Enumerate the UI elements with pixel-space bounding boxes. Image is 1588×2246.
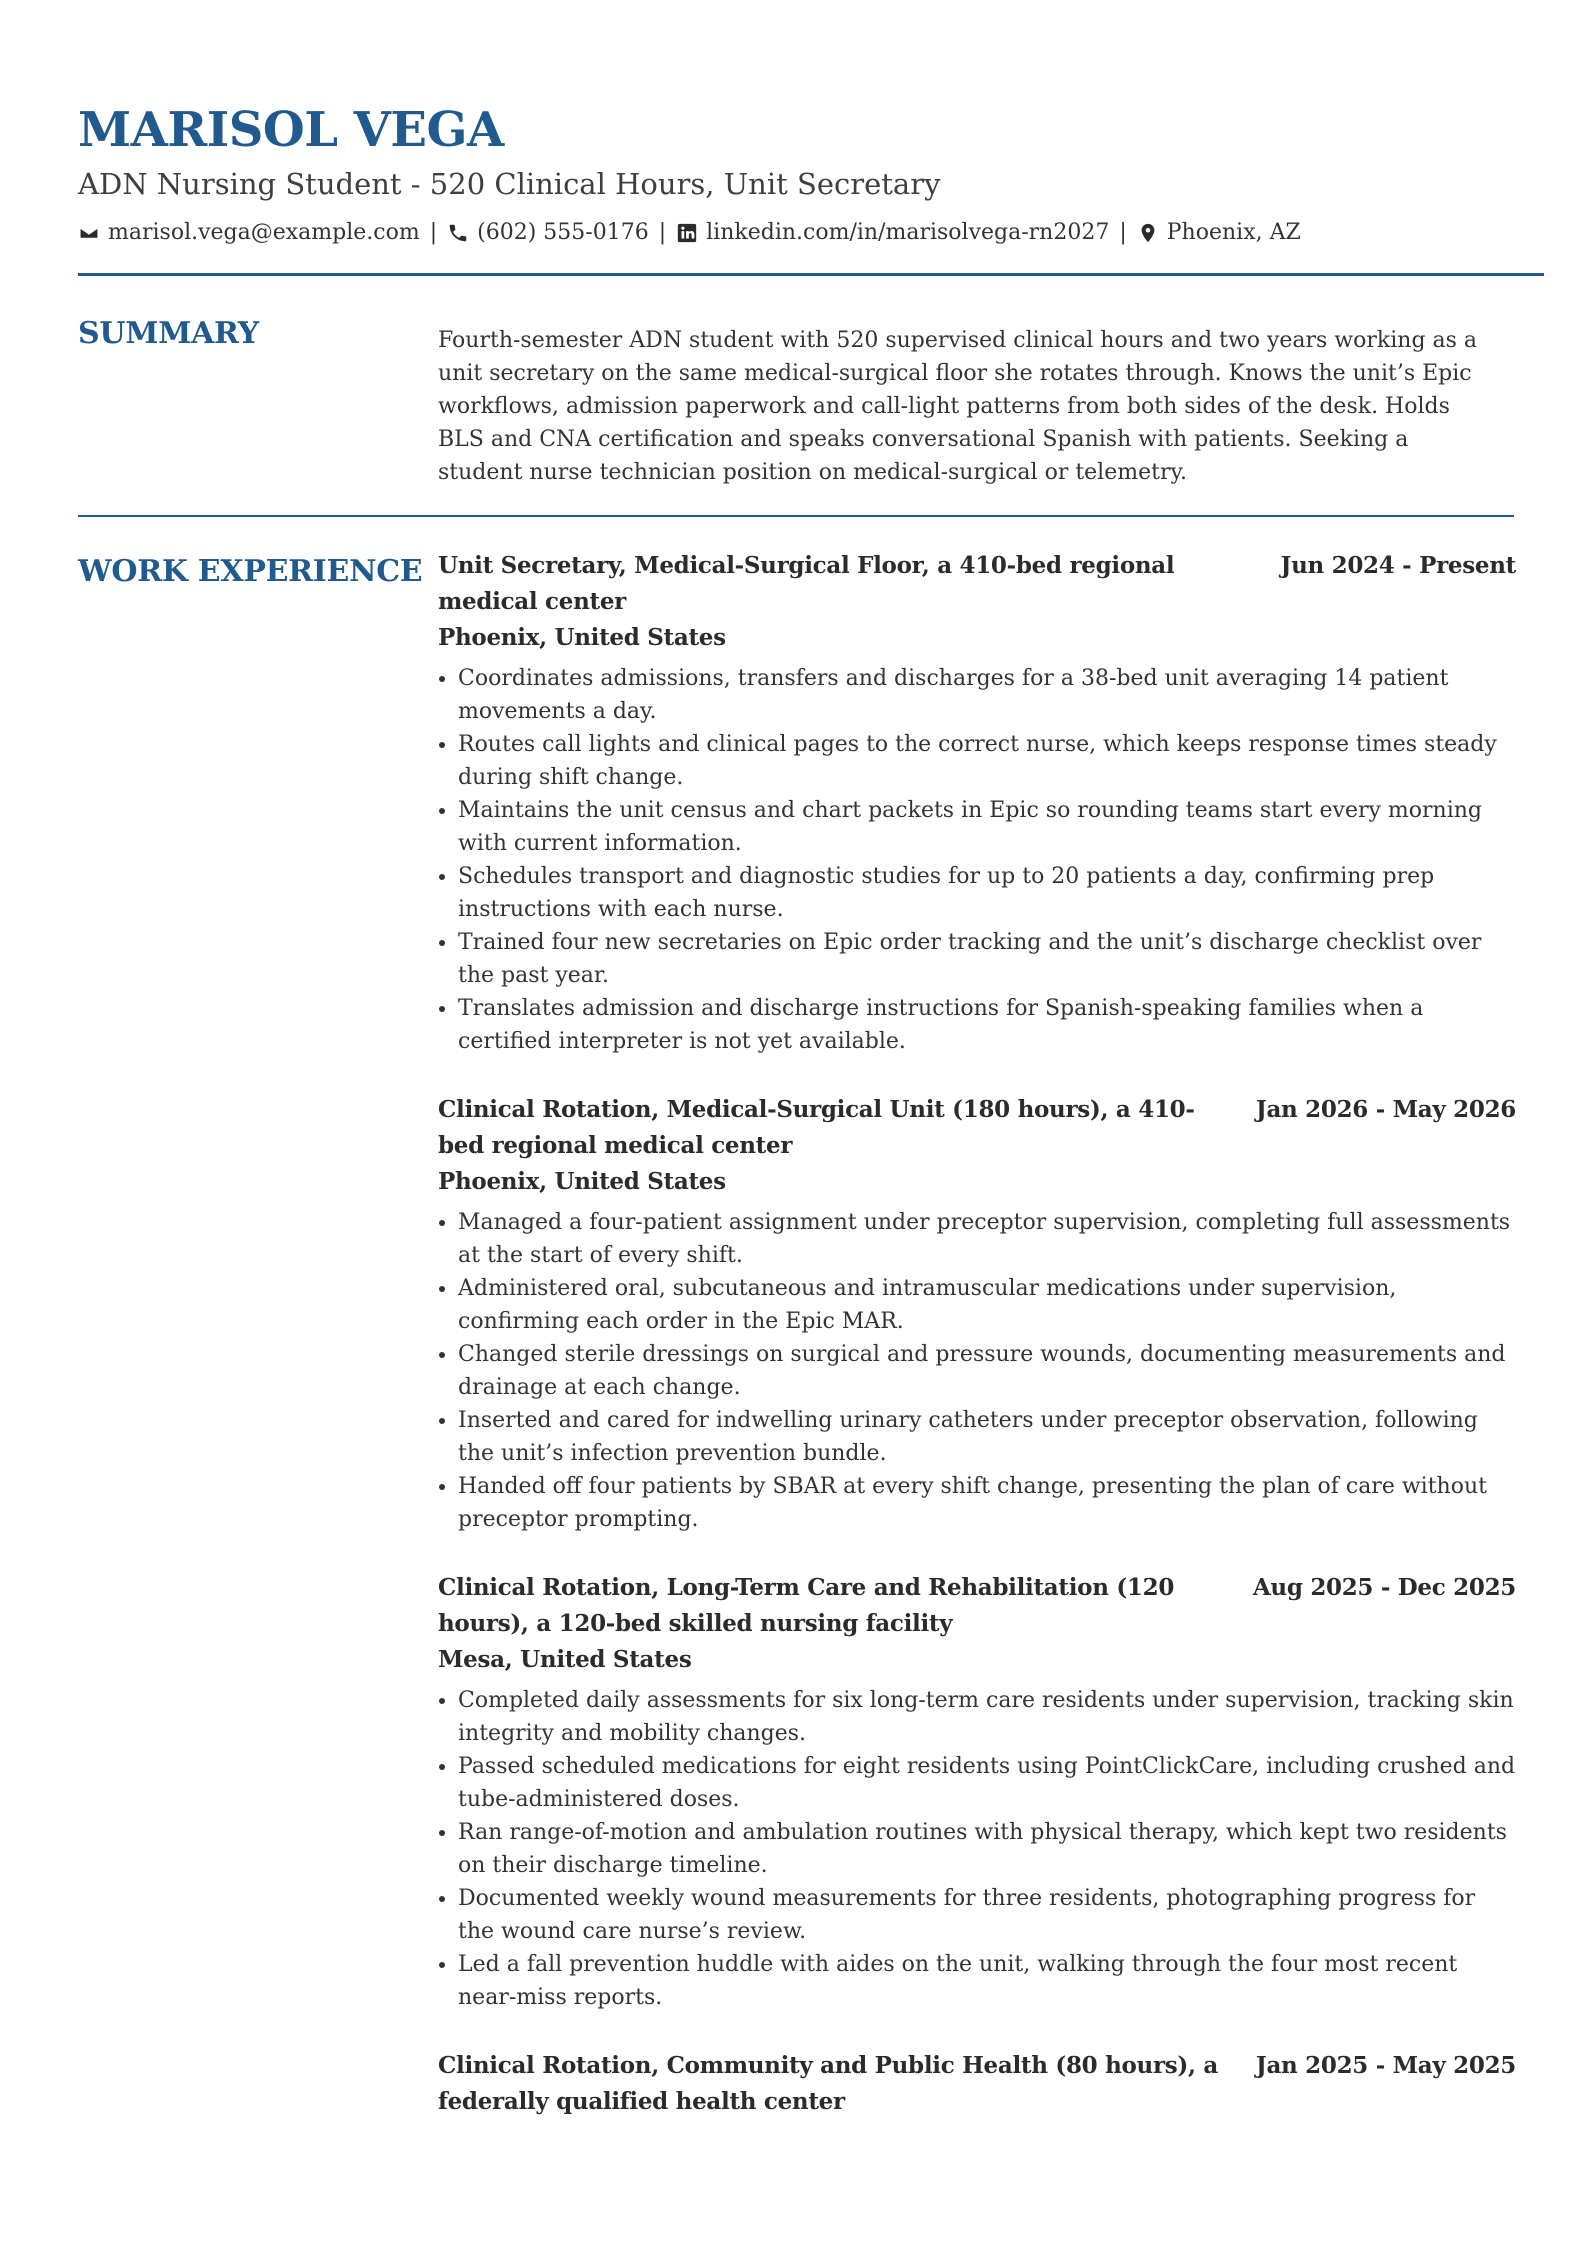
job-bullet: • Routes call lights and clinical pages to the correct nurse, which keeps response times steady during shift change.	[458, 728, 1516, 794]
job-title: Clinical Rotation, Medical-Surgical Unit (180 hours), a 410-bed regional medical center	[438, 1096, 1195, 1159]
job-bullet: • Documented weekly wound measurements for three residents, photographing progress for the wound care nurse’s review.	[458, 1882, 1516, 1948]
job-dates: Aug 2025 - Dec 2025	[1252, 1574, 1516, 1601]
map-pin-icon	[1137, 222, 1159, 244]
phone-icon	[447, 222, 469, 244]
work-experience-list	[438, 548, 1516, 2154]
job-bullet: • Completed daily assessments for six long-term care residents under supervision, tracking skin integrity and mobility changes.	[458, 1684, 1516, 1750]
job-bullets	[438, 1206, 1516, 1536]
contact-email[interactable]	[78, 218, 420, 248]
job-bullets	[438, 1684, 1516, 2014]
job-entry	[438, 548, 1516, 1058]
contact-bar	[78, 218, 1538, 248]
job-bullet: • Managed a four-patient assignment under preceptor supervision, completing full assessments at the start of every shift.	[458, 1206, 1516, 1272]
summary-text: Fourth-semester ADN student with 520 supervised clinical hours and two years working as a unit secretary on the same medical-surgical floor she rotates through. Knows the unit’s Epic workflows, admission paperwork and call-light patterns from both sides of the desk. Holds BLS and CNA certification and speaks conversational Spanish with patients. Seeking a student nurse technician position on medical-surgical or telemetry.	[438, 328, 1478, 485]
job-bullet: • Ran range-of-motion and ambulation routines with physical therapy, which kept two residents on their discharge timeline.	[458, 1816, 1516, 1882]
job-bullet: • Trained four new secretaries on Epic order tracking and the unit’s discharge checklist over the past year.	[458, 926, 1516, 992]
job-bullet: • Inserted and cared for indwelling urinary catheters under preceptor observation, following the unit’s infection prevention bundle.	[458, 1404, 1516, 1470]
job-bullet: • Passed scheduled medications for eight residents using PointClickCare, including crushed and tube-administered doses.	[458, 1750, 1516, 1816]
linkedin-icon	[676, 222, 698, 244]
job-bullet: • Maintains the unit census and chart packets in Epic so rounding teams start every morning with current information.	[458, 794, 1516, 860]
contact-separator: |	[1119, 220, 1127, 245]
job-dates: Jan 2025 - May 2025	[1255, 2052, 1516, 2079]
job-dates: Jan 2026 - May 2026	[1255, 1096, 1516, 1123]
job-entry	[438, 1092, 1516, 1536]
job-entry	[438, 2048, 1516, 2120]
job-title: Clinical Rotation, Long-Term Care and Rehabilitation (120 hours), a 120-bed skilled nursing facility	[438, 1574, 1175, 1637]
job-entry	[438, 1570, 1516, 2014]
work-experience-heading: WORK EXPERIENCE	[78, 554, 423, 589]
job-dates: Jun 2024 - Present	[1280, 552, 1516, 579]
job-title: Unit Secretary, Medical-Surgical Floor, a 410-bed regional medical center	[438, 552, 1175, 615]
contact-location	[1137, 218, 1301, 248]
contact-phone[interactable]	[447, 218, 649, 248]
section-divider	[78, 515, 1514, 517]
job-location: Mesa, United States	[438, 1646, 692, 1673]
job-bullet: • Coordinates admissions, transfers and discharges for a 38-bed unit averaging 14 patient movements a day.	[458, 662, 1516, 728]
candidate-headline: ADN Nursing Student - 520 Clinical Hours, Unit Secretary	[78, 167, 941, 201]
job-title: Clinical Rotation, Community and Public Health (80 hours), a federally qualified health center	[438, 2052, 1219, 2115]
job-bullet: • Schedules transport and diagnostic studies for up to 20 patients a day, confirming prep instructions with each nurse.	[458, 860, 1516, 926]
summary-heading: SUMMARY	[78, 316, 259, 351]
job-location: Phoenix, United States	[438, 1168, 726, 1195]
job-bullet: • Handed off four patients by SBAR at every shift change, presenting the plan of care without preceptor prompting.	[458, 1470, 1516, 1536]
contact-separator: |	[429, 220, 438, 245]
header-divider	[78, 273, 1544, 276]
job-bullet: • Administered oral, subcutaneous and intramuscular medications under supervision, confirming each order in the Epic MAR.	[458, 1272, 1516, 1338]
job-bullet: • Led a fall prevention huddle with aides on the unit, walking through the four most recent near-miss reports.	[458, 1948, 1516, 2014]
candidate-name: MARISOL VEGA	[78, 102, 504, 158]
job-bullets	[438, 662, 1516, 1058]
linkedin-text: linkedin.com/in/marisolvega-rn2027	[706, 220, 1110, 245]
contact-linkedin[interactable]	[676, 218, 1109, 248]
envelope-icon	[78, 222, 100, 244]
resume-header	[78, 98, 1538, 248]
job-bullet: • Changed sterile dressings on surgical and pressure wounds, documenting measurements and drainage at each change.	[458, 1338, 1516, 1404]
contact-separator: |	[658, 220, 667, 245]
location-text: Phoenix, AZ	[1166, 220, 1301, 245]
job-location: Phoenix, United States	[438, 624, 726, 651]
email-text: marisol.vega@example.com	[108, 220, 420, 245]
phone-text: (602) 555-0176	[477, 220, 649, 245]
job-bullet: • Translates admission and discharge instructions for Spanish-speaking families when a certified interpreter is not yet available.	[458, 992, 1516, 1058]
